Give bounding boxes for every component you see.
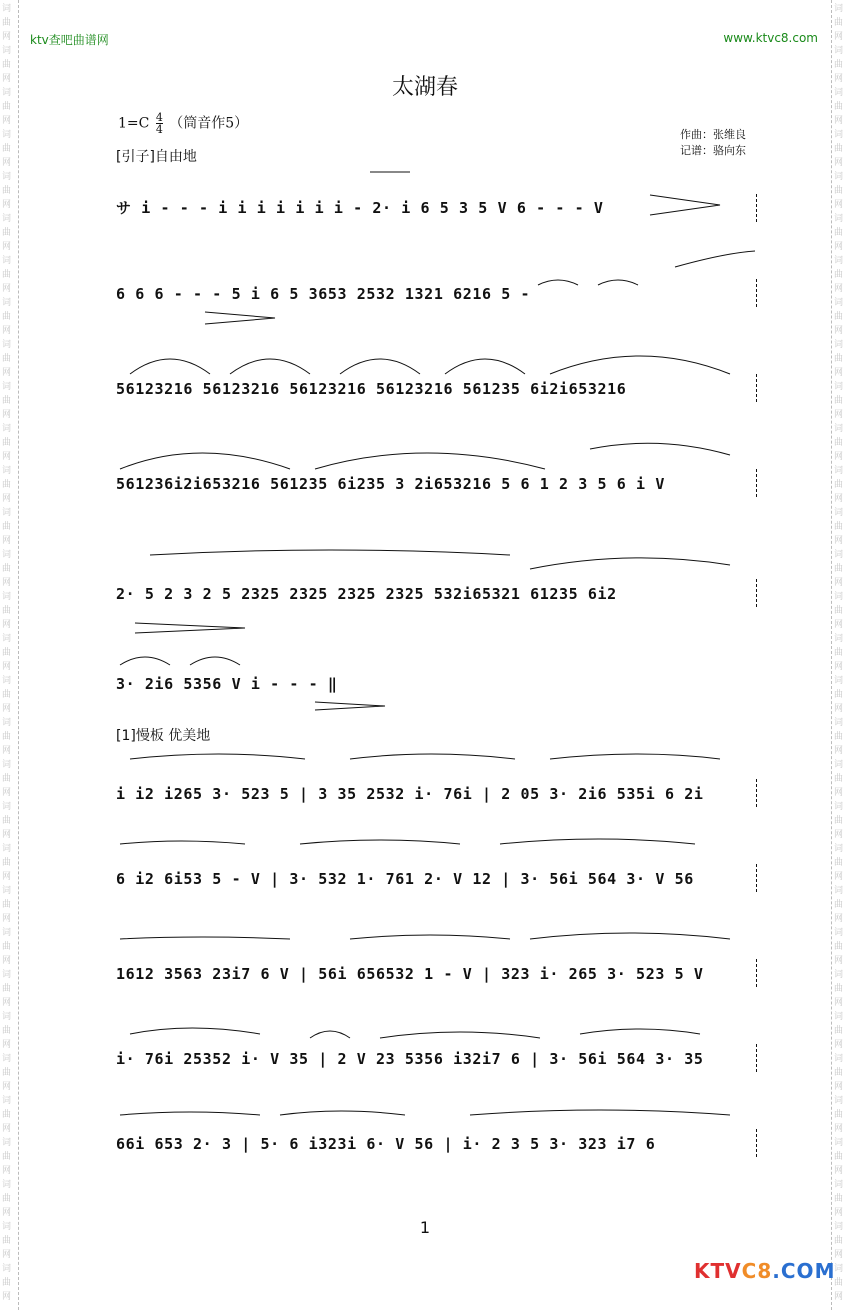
time-signature: [156, 112, 163, 135]
watermark-char: 网: [2, 1292, 12, 1302]
row-8-barline: [756, 864, 758, 892]
watermark-char: 曲: [2, 900, 12, 910]
logo-letter: V: [725, 1259, 742, 1283]
watermark-char: 网: [2, 536, 12, 546]
watermark-char: 网: [2, 1166, 12, 1176]
watermark-char: 词: [2, 1054, 12, 1064]
watermark-char: 网: [2, 1040, 12, 1050]
row-11-barline: [756, 1129, 758, 1157]
watermark-char: 网: [834, 872, 844, 882]
logo-letter: O: [796, 1259, 815, 1283]
watermark-char: 词: [2, 424, 12, 434]
watermark-char: 网: [834, 662, 844, 672]
watermark-char: 网: [834, 158, 844, 168]
key-suffix: （筒音作5）: [169, 115, 249, 132]
watermark-char: 曲: [2, 942, 12, 952]
watermark-char: 网: [834, 410, 844, 420]
score-row-10: [110, 1010, 770, 1080]
watermark-char: 词: [2, 760, 12, 770]
watermark-char: 网: [834, 1082, 844, 1092]
watermark-char: 词: [2, 844, 12, 854]
score-row-11: [110, 1095, 770, 1165]
watermark-char: 词: [834, 256, 844, 266]
watermark-char: 词: [2, 1138, 12, 1148]
watermark-char: 曲: [834, 144, 844, 154]
watermark-char: 网: [834, 452, 844, 462]
row-3-notes: 56123216 56123216 56123216 56123216 561235 6i2i653216: [116, 380, 627, 398]
watermark-char: 网: [834, 746, 844, 756]
watermark-char: 网: [834, 32, 844, 42]
watermark-char: 词: [2, 88, 12, 98]
right-watermark-strip: [831, 0, 850, 1310]
watermark-char: 曲: [2, 690, 12, 700]
score-title: 太湖春: [391, 75, 458, 100]
watermark-char: 词: [834, 844, 844, 854]
watermark-char: 网: [2, 998, 12, 1008]
row-5-notes: 2· 5 2 3 2 5 2325 2325 2325 2325 532i65321 61235 6i2: [116, 585, 617, 603]
watermark-char: 词: [834, 130, 844, 140]
watermark-char: 词: [834, 424, 844, 434]
watermark-char: 曲: [2, 60, 12, 70]
watermark-char: 曲: [834, 606, 844, 616]
watermark-char: 曲: [834, 270, 844, 280]
watermark-char: 词: [2, 340, 12, 350]
row-6-notes: 3· 2i6 5356 V i - - - ‖: [116, 675, 338, 693]
watermark-char: 网: [2, 326, 12, 336]
watermark-char: 网: [834, 536, 844, 546]
logo-letter: C: [780, 1259, 797, 1283]
watermark-char: 词: [834, 760, 844, 770]
watermark-char: 网: [834, 242, 844, 252]
time-denominator: 4: [155, 123, 163, 136]
watermark-char: 曲: [2, 354, 12, 364]
watermark-char: 曲: [2, 1110, 12, 1120]
watermark-char: 词: [834, 466, 844, 476]
intro-label: [引子]自由地: [116, 149, 197, 165]
row-3-barline: [756, 374, 758, 402]
watermark-char: 词: [2, 886, 12, 896]
watermark-char: 网: [834, 74, 844, 84]
watermark-char: 曲: [834, 480, 844, 490]
watermark-char: 词: [2, 214, 12, 224]
watermark-char: 网: [2, 746, 12, 756]
watermark-char: 网: [834, 620, 844, 630]
watermark-char: 曲: [834, 900, 844, 910]
logo-letter: C: [741, 1259, 758, 1283]
watermark-char: 网: [2, 788, 12, 798]
watermark-char: 词: [834, 718, 844, 728]
watermark-char: 网: [834, 368, 844, 378]
row-10-barline: [756, 1044, 758, 1072]
watermark-char: 曲: [834, 984, 844, 994]
watermark-char: 曲: [834, 522, 844, 532]
watermark-char: 曲: [2, 522, 12, 532]
watermark-char: 词: [2, 508, 12, 518]
watermark-char: 曲: [834, 1068, 844, 1078]
row-9-barline: [756, 959, 758, 987]
watermark-char: 网: [2, 284, 12, 294]
watermark-char: 曲: [834, 732, 844, 742]
watermark-char: 曲: [834, 942, 844, 952]
watermark-char: 词: [834, 1222, 844, 1232]
watermark-char: 网: [2, 494, 12, 504]
watermark-char: 词: [2, 172, 12, 182]
watermark-char: 网: [2, 956, 12, 966]
logo-letter: .: [772, 1259, 781, 1283]
watermark-char: 网: [834, 788, 844, 798]
section-1-label: [1]慢板 优美地: [116, 728, 211, 744]
time-numerator: 4: [155, 111, 163, 124]
watermark-char: 曲: [2, 1236, 12, 1246]
watermark-char: 词: [2, 802, 12, 812]
watermark-char: 曲: [834, 1194, 844, 1204]
watermark-char: 词: [2, 634, 12, 644]
watermark-char: 网: [2, 410, 12, 420]
watermark-char: 网: [2, 452, 12, 462]
row-4-notes: 561236i2i653216 561235 6i235 3 2i653216 5 6 1 2 3 5 6 i V: [116, 475, 665, 493]
watermark-char: 网: [2, 74, 12, 84]
watermark-char: 网: [834, 830, 844, 840]
watermark-char: 曲: [834, 354, 844, 364]
watermark-char: 网: [834, 704, 844, 714]
watermark-char: 曲: [834, 1152, 844, 1162]
watermark-char: 曲: [834, 690, 844, 700]
watermark-char: 网: [2, 1250, 12, 1260]
watermark-char: 网: [2, 704, 12, 714]
watermark-char: 曲: [834, 186, 844, 196]
score-row-9: [110, 925, 770, 995]
ktvc8-logo[interactable]: [694, 1259, 835, 1283]
watermark-char: 词: [834, 382, 844, 392]
watermark-char: 词: [834, 1180, 844, 1190]
watermark-char: 曲: [2, 144, 12, 154]
watermark-char: 网: [834, 956, 844, 966]
score-row-4: [110, 435, 770, 505]
watermark-char: 词: [834, 886, 844, 896]
row-7-barline: [756, 779, 758, 807]
watermark-char: 曲: [2, 396, 12, 406]
watermark-char: 词: [2, 466, 12, 476]
composer: 作曲：张维良: [680, 128, 746, 141]
watermark-char: 词: [834, 592, 844, 602]
logo-letter: M: [814, 1259, 836, 1283]
watermark-char: 曲: [834, 60, 844, 70]
watermark-char: 曲: [2, 606, 12, 616]
watermark-char: 网: [2, 1082, 12, 1092]
logo-letter: T: [710, 1259, 726, 1283]
page-number: 1: [419, 1218, 431, 1237]
watermark-char: 词: [2, 1096, 12, 1106]
watermark-char: 曲: [834, 648, 844, 658]
watermark-char: 词: [2, 1264, 12, 1274]
watermark-char: 词: [834, 1264, 844, 1274]
logo-letter: K: [694, 1259, 711, 1283]
watermark-char: 网: [834, 494, 844, 504]
watermark-char: 曲: [2, 816, 12, 826]
watermark-char: 词: [2, 718, 12, 728]
watermark-char: 网: [2, 158, 12, 168]
watermark-char: 词: [834, 634, 844, 644]
watermark-char: 曲: [2, 1152, 12, 1162]
watermark-char: 词: [2, 550, 12, 560]
watermark-char: 词: [834, 1012, 844, 1022]
watermark-char: 网: [2, 662, 12, 672]
watermark-char: 网: [834, 1040, 844, 1050]
watermark-char: 词: [834, 550, 844, 560]
watermark-char: 词: [834, 508, 844, 518]
watermark-char: 词: [834, 4, 844, 14]
watermark-char: 网: [834, 284, 844, 294]
row-2-barline: [756, 279, 758, 307]
row-2-notes: 6 6 6 - - - 5 i 6 5 3653 2532 1321 6216 5 -: [116, 285, 531, 303]
watermark-char: 曲: [834, 858, 844, 868]
watermark-char: 曲: [834, 18, 844, 28]
watermark-char: 曲: [834, 564, 844, 574]
watermark-char: 网: [834, 914, 844, 924]
watermark-char: 网: [834, 1166, 844, 1176]
watermark-char: 词: [834, 676, 844, 686]
watermark-char: 词: [834, 970, 844, 980]
key-prefix: 1=C: [118, 115, 150, 132]
watermark-char: 曲: [2, 1026, 12, 1036]
watermark-char: 曲: [834, 816, 844, 826]
watermark-char: 曲: [834, 312, 844, 322]
watermark-char: 词: [2, 1180, 12, 1190]
watermark-char: 词: [834, 298, 844, 308]
watermark-char: 曲: [2, 858, 12, 868]
watermark-char: 网: [2, 116, 12, 126]
watermark-char: 词: [2, 256, 12, 266]
watermark-char: 网: [834, 116, 844, 126]
row-1-barline: [756, 194, 758, 222]
watermark-char: 曲: [2, 648, 12, 658]
watermark-char: 曲: [2, 270, 12, 280]
row-4-barline: [756, 469, 758, 497]
watermark-char: 网: [2, 32, 12, 42]
score-row-2: [110, 245, 770, 315]
watermark-char: 网: [834, 1292, 844, 1302]
watermark-char: 曲: [834, 1110, 844, 1120]
site-name-left[interactable]: ktv查吧曲谱网: [30, 33, 109, 47]
score-row-7: [110, 745, 770, 815]
watermark-char: 词: [834, 928, 844, 938]
watermark-char: 词: [2, 46, 12, 56]
watermark-char: 曲: [834, 1236, 844, 1246]
watermark-char: 词: [2, 1012, 12, 1022]
row-11-notes: 66i 653 2· 3 | 5· 6 i323i 6· V 56 | i· 2 3 5 3· 323 i7 6: [116, 1135, 656, 1153]
watermark-char: 曲: [2, 480, 12, 490]
watermark-char: 曲: [2, 186, 12, 196]
watermark-char: 网: [834, 200, 844, 210]
watermark-char: 曲: [2, 18, 12, 28]
watermark-char: 网: [2, 368, 12, 378]
watermark-char: 词: [2, 592, 12, 602]
watermark-char: 网: [2, 872, 12, 882]
score-row-3: [110, 340, 770, 410]
watermark-char: 词: [834, 214, 844, 224]
watermark-char: 曲: [2, 102, 12, 112]
watermark-char: 曲: [2, 1194, 12, 1204]
row-7-notes: i i2 i265 3· 523 5 | 3 35 2532 i· 76i | 2 05 3· 2i6 535i 6 2i: [116, 785, 704, 803]
watermark-char: 曲: [2, 1278, 12, 1288]
watermark-char: 词: [834, 802, 844, 812]
watermark-char: 曲: [2, 732, 12, 742]
watermark-char: 词: [834, 172, 844, 182]
watermark-char: 曲: [2, 984, 12, 994]
watermark-char: 词: [2, 382, 12, 392]
watermark-char: 网: [2, 1124, 12, 1134]
watermark-char: 曲: [834, 1278, 844, 1288]
key-signature: [118, 112, 248, 135]
site-url-right[interactable]: www.ktvc8.com: [723, 31, 818, 45]
watermark-char: 网: [2, 1208, 12, 1218]
credits: [680, 127, 746, 159]
watermark-char: 词: [834, 88, 844, 98]
watermark-char: 词: [2, 130, 12, 140]
row-10-notes: i· 76i 25352 i· V 35 | 2 V 23 5356 i32i7 6 | 3· 56i 564 3· 35: [116, 1050, 704, 1068]
watermark-char: 曲: [2, 774, 12, 784]
watermark-char: 网: [834, 1124, 844, 1134]
watermark-char: 曲: [2, 438, 12, 448]
watermark-char: 词: [834, 1138, 844, 1148]
watermark-char: 网: [2, 242, 12, 252]
watermark-char: 曲: [834, 1026, 844, 1036]
watermark-char: 网: [834, 998, 844, 1008]
watermark-char: 词: [834, 1054, 844, 1064]
watermark-char: 词: [834, 1096, 844, 1106]
watermark-char: 网: [2, 578, 12, 588]
watermark-char: 网: [834, 578, 844, 588]
row-9-notes: 1612 3563 23i7 6 V | 56i 656532 1 - V | 323 i· 265 3· 523 5 V: [116, 965, 704, 983]
watermark-char: 曲: [834, 102, 844, 112]
watermark-char: 词: [834, 340, 844, 350]
score-row-8: [110, 830, 770, 900]
logo-letter: 8: [757, 1259, 773, 1283]
score-row-5: [110, 545, 770, 615]
row-5-barline: [756, 579, 758, 607]
watermark-char: 词: [2, 970, 12, 980]
watermark-char: 网: [834, 1250, 844, 1260]
watermark-char: 词: [2, 298, 12, 308]
watermark-char: 词: [2, 1222, 12, 1232]
watermark-char: 词: [2, 928, 12, 938]
watermark-char: 网: [2, 200, 12, 210]
watermark-char: 曲: [2, 228, 12, 238]
watermark-char: 词: [2, 676, 12, 686]
score-row-6: [110, 635, 770, 705]
watermark-char: 曲: [834, 438, 844, 448]
watermark-char: 词: [834, 46, 844, 56]
row-1-notes: サ i - - - i i i i i i i - 2· i 6 5 3 5 V 6 - - - V: [116, 199, 604, 217]
watermark-char: 网: [2, 620, 12, 630]
watermark-char: 词: [2, 4, 12, 14]
watermark-char: 网: [834, 326, 844, 336]
watermark-char: 网: [834, 1208, 844, 1218]
watermark-char: 曲: [2, 312, 12, 322]
watermark-char: 网: [2, 914, 12, 924]
watermark-char: 曲: [2, 1068, 12, 1078]
row-8-notes: 6 i2 6i53 5 - V | 3· 532 1· 761 2· V 12 | 3· 56i 564 3· V 56: [116, 870, 694, 888]
left-watermark-strip: [0, 0, 19, 1310]
watermark-char: 曲: [834, 228, 844, 238]
watermark-char: 曲: [2, 564, 12, 574]
watermark-char: 曲: [834, 774, 844, 784]
watermark-char: 网: [2, 830, 12, 840]
score-row-1: [110, 160, 770, 230]
notation-by: 记谱：骆向东: [680, 144, 746, 157]
watermark-char: 曲: [834, 396, 844, 406]
